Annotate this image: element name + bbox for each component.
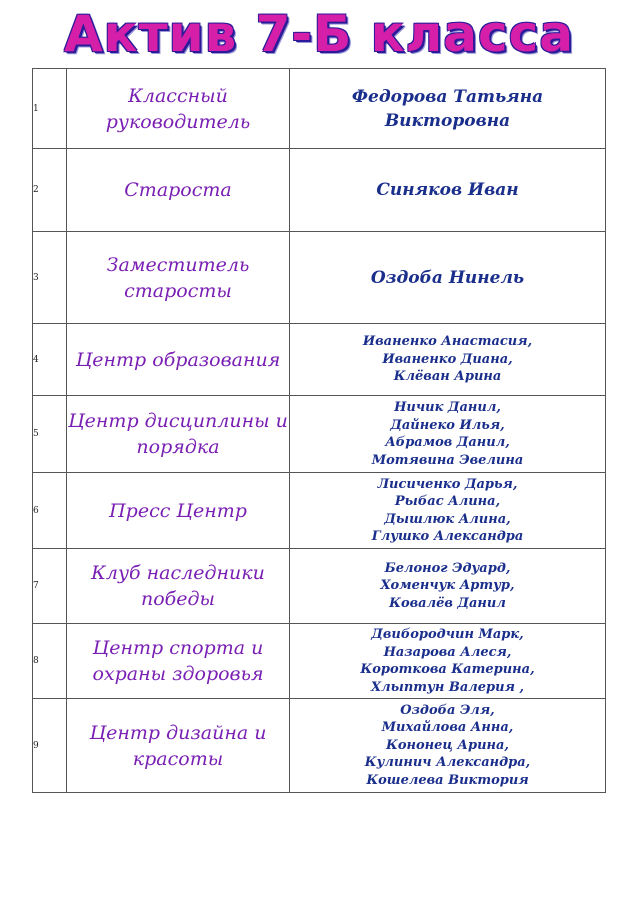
role-cell: [67, 69, 290, 149]
member-name: Ковалёв Данил: [389, 595, 506, 611]
row-number: 7: [33, 549, 67, 624]
member-name: Короткова Катерина,: [360, 662, 535, 677]
role-text: Староста: [124, 179, 232, 201]
role-text: Заместитель: [106, 253, 250, 276]
row-number: 6: [33, 473, 67, 549]
member-name: Иваненко Анастасия,: [362, 334, 533, 350]
member-name: Дайнеко Илья,: [390, 417, 505, 433]
table-row: [33, 232, 606, 324]
role-cell: [67, 549, 290, 624]
table-row: [33, 396, 606, 473]
member-name: Михайлова Анна,: [381, 720, 514, 736]
member-name: Хоменчук Артур,: [380, 578, 515, 594]
role-text: Классный: [128, 84, 228, 107]
members-cell: [290, 624, 606, 699]
member-name: Абрамов Данил,: [385, 435, 510, 450]
member-name: Глушко Александра: [371, 529, 524, 544]
row-number: 4: [33, 324, 67, 396]
members-cell: [290, 69, 606, 149]
member-name: Назарова Алеся,: [383, 644, 512, 660]
member-name: Дышлюк Алина,: [384, 511, 511, 527]
role-cell: [67, 324, 290, 396]
table-row: [33, 473, 606, 549]
role-cell: [67, 699, 290, 793]
role-text: старосты: [124, 279, 232, 302]
member-name: Иваненко Диана,: [382, 351, 513, 367]
member-name: Оздоба Нинель: [370, 267, 525, 288]
member-name: Ничик Данил,: [394, 400, 501, 415]
member-name: Федорова Татьяна: [351, 86, 544, 107]
table-row: [33, 324, 606, 396]
row-number: 9: [33, 699, 67, 793]
member-name: Кошелева Виктория: [366, 772, 529, 788]
role-text: Пресс Центр: [109, 499, 247, 522]
table-row: [33, 549, 606, 624]
row-number: 1: [33, 69, 67, 149]
member-name: Лисиченко Дарья,: [377, 476, 518, 492]
row-number: 8: [33, 624, 67, 699]
member-name: Викторовна: [384, 110, 511, 131]
members-cell: [290, 549, 606, 624]
role-text: победы: [140, 588, 216, 610]
members-cell: [290, 699, 606, 793]
member-name: Рыбас Алина,: [394, 494, 501, 509]
row-number: 5: [33, 396, 67, 473]
member-name: Синяков Иван: [376, 180, 519, 200]
member-name: Хлыптун Валерия ,: [371, 679, 524, 695]
members-cell: [290, 149, 606, 232]
table-row: [33, 699, 606, 793]
table-row: [33, 149, 606, 232]
members-cell: [290, 473, 606, 549]
members-cell: [290, 396, 606, 473]
role-cell: [67, 232, 290, 324]
role-text: порядка: [136, 436, 220, 458]
role-cell: [67, 624, 290, 699]
role-text: Центр дизайна и: [89, 721, 267, 744]
role-cell: [67, 149, 290, 232]
member-name: Кононец Арина,: [386, 737, 509, 753]
member-name: Белоног Эдуард,: [384, 560, 511, 576]
member-name: Мотявина Эвелина: [371, 452, 524, 468]
role-text: Центр образования: [75, 348, 281, 371]
role-text: охраны здоровья: [92, 663, 264, 685]
page-title: Актив 7-Б класса: [63, 5, 575, 63]
role-text: Центр спорта и: [92, 637, 264, 659]
members-cell: [290, 324, 606, 396]
activ-table: [32, 68, 606, 793]
member-name: Клёван Арина: [393, 369, 502, 385]
role-text: красоты: [132, 747, 224, 770]
role-cell: [67, 396, 290, 473]
role-text: Центр дисциплины и: [68, 410, 288, 432]
members-cell: [290, 232, 606, 324]
member-name: Двибородчин Марк,: [371, 627, 524, 642]
table-row: [33, 624, 606, 699]
row-number: 2: [33, 149, 67, 232]
member-name: Оздоба Эля,: [400, 702, 495, 718]
member-name: Кулинич Александра,: [364, 755, 531, 771]
table-row: [33, 69, 606, 149]
row-number: 3: [33, 232, 67, 324]
role-text: руководитель: [105, 110, 251, 133]
role-cell: [67, 473, 290, 549]
role-text: Клуб наследники: [91, 562, 265, 584]
